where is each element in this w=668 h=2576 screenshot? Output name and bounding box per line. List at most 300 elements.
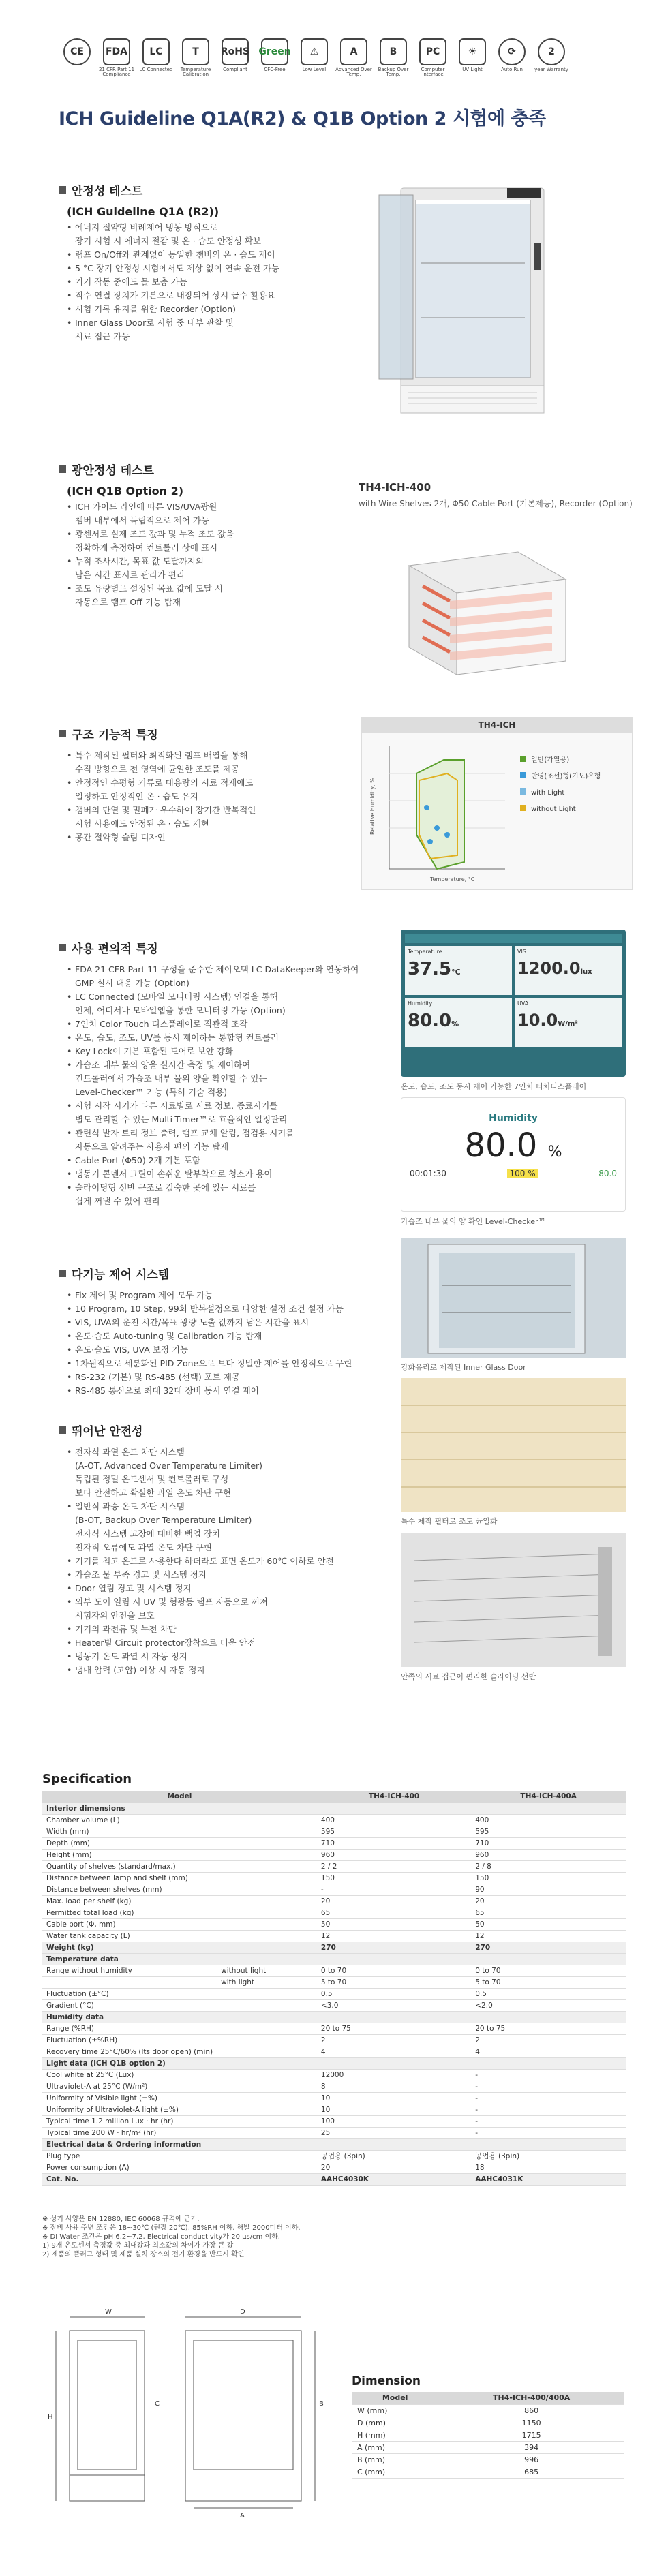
- feature-item: • 시험 시작 시기가 다른 시료별로 시료 정보, 종료시기를 별도 관리할 수 있는 Multi-Timer™로 효율적인 일정관리: [67, 1099, 379, 1126]
- spec-cell: 8: [317, 2081, 471, 2092]
- spec-header: TH4-ICH-400: [317, 1791, 471, 1803]
- feature-badge: [138, 38, 174, 78]
- spec-row: [42, 2127, 626, 2138]
- feature-item: • LC Connected (모바일 모니터링 시스템) 연결을 통해 언제, 어디서나 모바일앱을 통한 모니터링 가능 (Option): [67, 990, 379, 1017]
- badge-label: LC Connected: [139, 67, 173, 72]
- badge-label: Temperature Calibration: [180, 67, 211, 78]
- display-temp-unit: °C: [451, 968, 461, 977]
- feature-item: • 챔버의 단열 및 밀폐가 우수하여 장기간 반복적인 시험 사용에도 안정된 온 · 습도 재현: [67, 803, 359, 831]
- dim-key: A (mm): [352, 2441, 438, 2453]
- spec-subkey: [217, 2081, 317, 2092]
- light-distribution-illustration: [382, 538, 579, 681]
- spec-row: [42, 1849, 626, 1860]
- display-temp-label: Temperature: [408, 949, 442, 955]
- spec-row: [42, 2115, 626, 2127]
- feature-item: • 7인치 Color Touch 디스플레이로 직관적 조작: [67, 1017, 379, 1031]
- glassdoor-caption: 강화유리로 제작된 Inner Glass Door: [401, 1363, 526, 1372]
- shelf-photo: [401, 1533, 626, 1667]
- spec-row: [42, 1907, 626, 1918]
- feature-item: • 1차원적으로 세분화된 PID Zone으로 보다 정밀한 제어를 안정적으로 구현: [67, 1357, 399, 1370]
- feature-item: • 일반식 과승 온도 차단 시스템 (B-OT, Backup Over Temperature Limiter) 전자식 시스템 고장에 대비한 백업 장치 전자적 오류에도 과열 온도 차단 구현: [67, 1500, 399, 1554]
- spec-cell: 960: [471, 1849, 626, 1860]
- badge-icon: RoHS: [222, 38, 249, 65]
- spec-key: [42, 1976, 217, 1988]
- feature-item: • Cable Port (Φ50) 2개 기본 포함: [67, 1154, 379, 1167]
- dim-row: [352, 2453, 624, 2466]
- spec-group-row: [42, 1953, 626, 1965]
- spec-group-row: [42, 1942, 626, 1953]
- spec-cell: <2.0: [471, 1999, 626, 2011]
- dim-label-a: A: [240, 2512, 245, 2519]
- lc-unit: %: [547, 1144, 562, 1161]
- lamp-caption: 특수 제작 필터로 조도 균일화: [401, 1517, 498, 1526]
- spec-cell: 270: [471, 1942, 626, 1953]
- spec-row: [42, 1837, 626, 1849]
- dim-row: [352, 2404, 624, 2417]
- spec-row: [42, 1930, 626, 1942]
- spec-cell: 65: [471, 1907, 626, 1918]
- dimension-title: Dimension: [352, 2374, 421, 2388]
- spec-cell: -: [471, 2115, 626, 2127]
- feature-item: • 직수 연결 장치가 기본으로 내장되어 상시 급수 활용요: [67, 289, 359, 303]
- spec-header: Model: [42, 1791, 317, 1803]
- feature-item: • Inner Glass Door로 시험 중 내부 관찰 및 시료 접근 가능: [67, 316, 359, 343]
- dim-key: H (mm): [352, 2429, 438, 2441]
- spec-cell: 0 to 70: [317, 1965, 471, 1976]
- spec-row: [42, 2069, 626, 2081]
- feature-list: [67, 963, 379, 1208]
- glass-door-photo: [401, 1238, 626, 1358]
- spec-row: [42, 2034, 626, 2046]
- feature-item: • RS-232 (기본) 및 RS-485 (선택) 포트 제공: [67, 1370, 399, 1384]
- spec-key: Width (mm): [42, 1826, 217, 1837]
- spec-group-label: Interior dimensions: [42, 1803, 317, 1814]
- spec-key: Power consumption (A): [42, 2162, 217, 2173]
- spec-cell: AAHC4031K: [471, 2173, 626, 2185]
- spec-cell: 2 / 2: [317, 1860, 471, 1872]
- feature-badge: [59, 38, 95, 78]
- bullet-square-icon: [59, 1270, 66, 1277]
- feature-item: • 냉동기 콘덴서 그릴이 손쉬운 탈부착으로 청소가 용이: [67, 1167, 379, 1181]
- spec-row: [42, 2150, 626, 2162]
- spec-key: Height (mm): [42, 1849, 217, 1860]
- spec-row: [42, 2081, 626, 2092]
- spec-subkey: [217, 1930, 317, 1942]
- feature-item: • VIS, UVA의 운전 시간/목표 광량 노출 값까지 남은 시간을 표시: [67, 1316, 399, 1330]
- feature-item: • Door 열림 경고 및 시스템 정지: [67, 1582, 399, 1595]
- badge-label: Backup Over Temp.: [378, 67, 409, 78]
- badge-label: Computer Interface: [421, 67, 445, 78]
- legend-item: with Light: [531, 789, 565, 797]
- spec-row: [42, 1860, 626, 1872]
- feature-item: • 안정적인 수평형 기류로 대용량의 시료 적재에도 일정하고 안정적인 온 · 습도 유지: [67, 776, 359, 803]
- lc-level: 100 %: [507, 1169, 538, 1178]
- dim-key: D (mm): [352, 2417, 438, 2429]
- feature-item: • 가습조 물 부족 경고 및 시스템 정지: [67, 1568, 399, 1582]
- feature-item: • 기기를 최고 온도로 사용한다 하더라도 표면 온도가 60℃ 이하로 안전: [67, 1554, 399, 1568]
- feature-item: • 가습조 내부 물의 양을 실시간 측정 및 제어하여 컨트롤러에서 가습조 내부 물의 양을 확인할 수 있는 Level-Checker™ 기능 (특허 기술 적용): [67, 1058, 379, 1099]
- spec-cell: 400: [317, 1814, 471, 1826]
- bullet-square-icon: [59, 730, 66, 737]
- spec-key: Fluctuation (±°C): [42, 1988, 217, 1999]
- spec-key: Range (%RH): [42, 2023, 217, 2034]
- graph-ylabel: Relative Humidity, %: [369, 778, 376, 835]
- spec-cell: [471, 1953, 626, 1965]
- dim-row: [352, 2417, 624, 2429]
- spec-subkey: with light: [217, 1976, 317, 1988]
- spec-key: Ultraviolet-A at 25°C (W/m²): [42, 2081, 217, 2092]
- control-section: [59, 1265, 399, 1398]
- spec-group-label: Electrical data & Ordering information: [42, 2138, 317, 2150]
- spec-cell: 595: [317, 1826, 471, 1837]
- badge-icon: A: [340, 38, 367, 65]
- spec-cell: 20: [471, 1895, 626, 1907]
- feature-item: • 외부 도어 열림 시 UV 및 형광등 램프 자동으로 꺼져 시험자의 안전을 보호: [67, 1595, 399, 1623]
- lc-set: 80.0: [598, 1169, 617, 1178]
- badge-icon: B: [380, 38, 407, 65]
- dimension-drawing: [42, 2303, 335, 2521]
- dim-label-b: B: [319, 2400, 324, 2408]
- stability-section: [59, 181, 359, 343]
- legend-item: 일반(가열용): [531, 756, 570, 764]
- spec-row: [42, 1895, 626, 1907]
- feature-badge: [414, 38, 451, 78]
- lc-title: Humidity: [489, 1113, 538, 1124]
- spec-subkey: [217, 2115, 317, 2127]
- spec-cell: 4: [317, 2046, 471, 2057]
- spec-cell: 20: [317, 2162, 471, 2173]
- spec-row: [42, 1976, 626, 1988]
- feature-item: • 광센서로 실제 조도 값과 및 누적 조도 값을 정확하게 측정하여 컨트롤러 상에 표시: [67, 527, 359, 555]
- feature-item: • 슬라이딩형 선반 구조로 깊숙한 곳에 있는 시료를 쉽게 꺼낼 수 있어 편리: [67, 1181, 379, 1208]
- section-heading: 구조 기능적 특징: [72, 729, 158, 742]
- spec-cell: 710: [471, 1837, 626, 1849]
- spec-cell: [317, 2057, 471, 2069]
- spec-cell: -: [317, 1884, 471, 1895]
- section-heading: 안정성 테스트: [72, 185, 143, 198]
- display-caption: 온도, 습도, 조도 동시 제어 가능한 7인치 터치디스플레이: [401, 1082, 587, 1091]
- dim-label-h: H: [48, 2414, 53, 2421]
- spec-cell: 2 / 8: [471, 1860, 626, 1872]
- feature-item: • 5 °C 장기 안정성 시험에서도 제상 없이 연속 운전 가능: [67, 262, 359, 275]
- feature-badge: [177, 38, 214, 78]
- spec-key: Permitted total load (kg): [42, 1907, 217, 1918]
- spec-cell: 12: [317, 1930, 471, 1942]
- spec-cell: [471, 1803, 626, 1814]
- spec-cell: 20: [317, 1895, 471, 1907]
- spec-group-row: [42, 2173, 626, 2185]
- section-subtitle: (ICH Guideline Q1A (R2)): [67, 205, 219, 218]
- spec-key: Cable port (Φ, mm): [42, 1918, 217, 1930]
- spec-cell: AAHC4030K: [317, 2173, 471, 2185]
- display-hum-label: Humidity: [408, 1000, 433, 1007]
- spec-row: [42, 1814, 626, 1826]
- badge-icon: ☀: [459, 38, 486, 65]
- spec-table: [42, 1791, 626, 2186]
- spec-cell: 400: [471, 1814, 626, 1826]
- spec-subkey: [217, 1999, 317, 2011]
- spec-group-label: Cat. No.: [42, 2173, 317, 2185]
- spec-group-label: Temperature data: [42, 1953, 317, 1965]
- spec-row: [42, 1884, 626, 1895]
- display-vis-label: VIS: [517, 949, 526, 955]
- badge-icon: PC: [419, 38, 446, 65]
- spec-group-label: Weight (kg): [42, 1942, 317, 1953]
- spec-cell: 5 to 70: [471, 1976, 626, 1988]
- spec-cell: 0 to 70: [471, 1965, 626, 1976]
- page-title: ICH Guideline Q1A(R2) & Q1B Option 2 시험에 충족: [59, 108, 546, 129]
- spec-cell: [317, 1953, 471, 1965]
- badge-label: Compliant: [223, 67, 247, 72]
- spec-cell: 710: [317, 1837, 471, 1849]
- spec-key: Quantity of shelves (standard/max.): [42, 1860, 217, 1872]
- spec-subkey: [217, 1860, 317, 1872]
- feature-item: • 관련식 발자 트리 정보 출력, 램프 교체 알림, 점검용 시기를 자동으로 알려주는 사용자 편의 기능 탑재: [67, 1126, 379, 1154]
- spec-key: Recovery time 25°C/60% (Its door open) (min): [42, 2046, 217, 2057]
- spec-cell: 12: [471, 1930, 626, 1942]
- spec-title: Specification: [42, 1772, 132, 1786]
- spec-cell: -: [471, 2127, 626, 2138]
- display-hum-unit: %: [451, 1019, 459, 1028]
- bullet-square-icon: [59, 944, 66, 951]
- product-model: TH4-ICH-400: [359, 481, 431, 493]
- spec-cell: 150: [317, 1872, 471, 1884]
- dim-row: [352, 2441, 624, 2453]
- display-uva: 10.0: [517, 1011, 558, 1030]
- spec-subkey: [217, 1872, 317, 1884]
- feature-item: • Fix 제어 및 Program 제어 모두 가능: [67, 1289, 399, 1302]
- bullet-square-icon: [59, 186, 66, 194]
- feature-list: [67, 500, 359, 609]
- spec-row: [42, 1872, 626, 1884]
- feature-item: • 시험 기록 유지를 위한 Recorder (Option): [67, 303, 359, 316]
- spec-subkey: [217, 1849, 317, 1860]
- spec-key: Max. load per shelf (kg): [42, 1895, 217, 1907]
- spec-cell: [471, 2138, 626, 2150]
- spec-cell: 0.5: [471, 1988, 626, 1999]
- graph-xlabel: Temperature, °C: [430, 876, 475, 883]
- spec-cell: -: [471, 2069, 626, 2081]
- spec-subkey: [217, 1907, 317, 1918]
- spec-cell: [317, 2011, 471, 2023]
- spec-cell: 18: [471, 2162, 626, 2173]
- display-vis: 1200.0: [517, 959, 581, 978]
- feature-item: • 냉매 압력 (고압) 이상 시 자동 정지: [67, 1663, 399, 1677]
- bullet-square-icon: [59, 1426, 66, 1434]
- feature-item: • 전자식 과열 온도 차단 시스템 (A-OT, Advanced Over Temperature Limiter) 독립된 정밀 온도센서 및 컨트롤러로 구성 보다 안전하고 확실한 과열 온도 차단 구현: [67, 1445, 399, 1500]
- graph-title: TH4-ICH: [362, 718, 632, 733]
- spec-group-row: [42, 2011, 626, 2023]
- spec-key: Uniformity of Ultraviolet-A light (±%): [42, 2104, 217, 2115]
- feature-badge: [217, 38, 254, 78]
- badge-label: CFC-Free: [264, 67, 286, 72]
- spec-note: 2) 제품의 플러그 형태 및 제품 설치 장소의 전기 환경을 반드시 확인: [42, 2251, 245, 2258]
- spec-subkey: [217, 2150, 317, 2162]
- spec-subkey: [217, 2034, 317, 2046]
- badge-icon: Green: [261, 38, 288, 65]
- spec-subkey: [217, 2127, 317, 2138]
- badge-label: UV Light: [462, 67, 483, 72]
- spec-header: TH4-ICH-400A: [471, 1791, 626, 1803]
- dim-value: 685: [438, 2466, 624, 2478]
- spec-key: Chamber volume (L): [42, 1814, 217, 1826]
- spec-group-row: [42, 2057, 626, 2069]
- feature-item: • 온도·습도 Auto-tuning 및 Calibration 기능 탑재: [67, 1330, 399, 1343]
- feature-item: • Key Lock이 기본 포함된 도어로 보안 강화: [67, 1045, 379, 1058]
- spec-cell: 50: [317, 1918, 471, 1930]
- spec-cell: 25: [317, 2127, 471, 2138]
- spec-cell: -: [471, 2104, 626, 2115]
- dim-row: [352, 2466, 624, 2478]
- spec-cell: 595: [471, 1826, 626, 1837]
- spec-key: Cool white at 25°C (Lux): [42, 2069, 217, 2081]
- spec-cell: <3.0: [317, 1999, 471, 2011]
- badge-label: Auto Run: [501, 67, 523, 72]
- feature-badge: [494, 38, 530, 78]
- badge-icon: 2: [538, 38, 565, 65]
- spec-note: ※ 성기 사양은 EN 12880, IEC 60068 규격에 근거.: [42, 2215, 200, 2223]
- spec-cell: 12000: [317, 2069, 471, 2081]
- badge-label: Advanced Over Temp.: [335, 67, 372, 78]
- safety-section: [59, 1422, 399, 1677]
- spec-note: 1) 9개 온도센서 측정값 중 최대값과 최소값의 차이가 가장 큰 값: [42, 2242, 234, 2250]
- feature-badge: [98, 38, 135, 78]
- spec-cell: 공업용 (3pin): [471, 2150, 626, 2162]
- feature-item: • 10 Program, 10 Step, 99회 반복설정으로 다양한 설정 조건 설정 가능: [67, 1302, 399, 1316]
- spec-subkey: [217, 1988, 317, 1999]
- spec-cell: 0.5: [317, 1988, 471, 1999]
- section-subtitle: (ICH Q1B Option 2): [67, 485, 184, 497]
- shelf-caption: 안쪽의 시료 접근이 편리한 슬라이딩 선반: [401, 1672, 536, 1681]
- badge-label: Low Level: [302, 67, 327, 72]
- dim-value: 1715: [438, 2429, 624, 2441]
- feature-item: • 램프 On/Off와 관계없이 동일한 챔버의 온 · 습도 제어: [67, 248, 359, 262]
- spec-subkey: [217, 1918, 317, 1930]
- feature-list: [67, 749, 359, 844]
- spec-row: [42, 1826, 626, 1837]
- feature-icon-bar: [59, 38, 570, 78]
- spec-group-row: [42, 1803, 626, 1814]
- touch-display-photo: [401, 930, 626, 1077]
- feature-item: • 에너지 절약형 비례제어 냉동 방식으로 장기 시험 시 에너지 절감 및 온 · 습도 안정성 확보: [67, 221, 359, 248]
- spec-key: Typical time 200 W · hr/m² (hr): [42, 2127, 217, 2138]
- spec-row: [42, 1918, 626, 1930]
- dim-label-c: C: [155, 2400, 160, 2408]
- feature-item: • RS-485 통신으로 최대 32대 장비 동시 연결 제어: [67, 1384, 399, 1398]
- feature-badge: [256, 38, 293, 78]
- lamp-photo: [401, 1378, 626, 1512]
- badge-label: year Warranty: [534, 67, 568, 72]
- spec-cell: 2: [471, 2034, 626, 2046]
- feature-item: • 공간 절약형 슬림 디자인: [67, 831, 359, 844]
- feature-item: • 기기 작동 중에도 물 보충 가능: [67, 275, 359, 289]
- spec-subkey: [217, 1884, 317, 1895]
- spec-subkey: [217, 2104, 317, 2115]
- feature-item: • FDA 21 CFR Part 11 구성을 준수한 제이오텍 LC DataKeeper와 연동하여 GMP 실시 대응 가능 (Option): [67, 963, 379, 990]
- spec-cell: -: [471, 2081, 626, 2092]
- spec-key: Gradient (°C): [42, 1999, 217, 2011]
- spec-note: ※ DI Water 조건은 pH 6.2~7.2, Electrical conductivity가 20 μs/cm 이하.: [42, 2233, 280, 2241]
- lc-value: 80.0: [464, 1126, 538, 1165]
- dim-key: C (mm): [352, 2466, 438, 2478]
- feature-item: • 기기의 과전류 및 누전 차단: [67, 1623, 399, 1636]
- spec-cell: [471, 2011, 626, 2023]
- spec-cell: 4: [471, 2046, 626, 2057]
- display-uva-unit: W/m²: [558, 1020, 578, 1028]
- dim-value: 394: [438, 2441, 624, 2453]
- spec-cell: 5 to 70: [317, 1976, 471, 1988]
- spec-key: Distance between shelves (mm): [42, 1884, 217, 1895]
- spec-row: [42, 1999, 626, 2011]
- spec-key: Uniformity of Visible light (±%): [42, 2092, 217, 2104]
- spec-subkey: [217, 1814, 317, 1826]
- dim-value: 860: [438, 2404, 624, 2417]
- legend-item: 반영(조선)형(기오)유형: [531, 773, 601, 780]
- spec-notes: [42, 2215, 301, 2259]
- spec-key: Water tank capacity (L): [42, 1930, 217, 1942]
- level-checker-photo: [401, 1097, 626, 1212]
- badge-icon: ⚠: [301, 38, 328, 65]
- bullet-square-icon: [59, 465, 66, 473]
- section-heading: 뛰어난 안전성: [72, 1425, 143, 1439]
- convenience-section: [59, 939, 379, 1208]
- spec-row: [42, 2104, 626, 2115]
- dim-key: W (mm): [352, 2404, 438, 2417]
- feature-badge: [533, 38, 570, 78]
- spec-key: Depth (mm): [42, 1837, 217, 1849]
- feature-item: • 냉동기 온도 과열 시 자동 정지: [67, 1650, 399, 1663]
- feature-badge: [296, 38, 333, 78]
- product-caption: with Wire Shelves 2개, Φ50 Cable Port (기본제공), Recorder (Option): [359, 499, 633, 508]
- section-heading: 광안정성 테스트: [72, 464, 154, 478]
- dim-value: 996: [438, 2453, 624, 2466]
- feature-list: [67, 1445, 399, 1677]
- feature-list: [67, 221, 359, 343]
- spec-cell: 150: [471, 1872, 626, 1884]
- spec-key: Range without humidity: [42, 1965, 217, 1976]
- feature-badge: [454, 38, 491, 78]
- spec-cell: [317, 2138, 471, 2150]
- spec-cell: 90: [471, 1884, 626, 1895]
- badge-icon: CE: [63, 38, 91, 65]
- lc-caption: 가습조 내부 물의 양 확인 Level-Checker™: [401, 1217, 546, 1226]
- spec-cell: 20 to 75: [471, 2023, 626, 2034]
- spec-key: Typical time 1.2 million Lux · hr (hr): [42, 2115, 217, 2127]
- dim-label-w: W: [105, 2308, 112, 2316]
- spec-row: [42, 2023, 626, 2034]
- display-uva-label: UVA: [517, 1000, 529, 1007]
- spec-subkey: [217, 2046, 317, 2057]
- spec-cell: 100: [317, 2115, 471, 2127]
- feature-list: [67, 1289, 399, 1398]
- spec-cell: 10: [317, 2092, 471, 2104]
- section-heading: 다기능 제어 시스템: [72, 1268, 170, 1282]
- product-photo: [374, 161, 578, 461]
- dim-header: Model: [352, 2392, 438, 2404]
- spec-row: [42, 2046, 626, 2057]
- display-temp: 37.5: [408, 959, 452, 979]
- spec-subkey: without light: [217, 1965, 317, 1976]
- structure-section: [59, 725, 359, 844]
- spec-row: [42, 2162, 626, 2173]
- spec-note: ※ 장비 사용 주변 조건은 18~30℃ (권장 20℃), 85%RH 이하, 해발 2000미터 이하.: [42, 2224, 301, 2232]
- spec-group-label: Humidity data: [42, 2011, 317, 2023]
- dimension-table: [352, 2392, 624, 2479]
- display-hum: 80.0: [408, 1011, 452, 1031]
- spec-subkey: [217, 1826, 317, 1837]
- spec-cell: 공업용 (3pin): [317, 2150, 471, 2162]
- display-vis-unit: lux: [580, 968, 592, 976]
